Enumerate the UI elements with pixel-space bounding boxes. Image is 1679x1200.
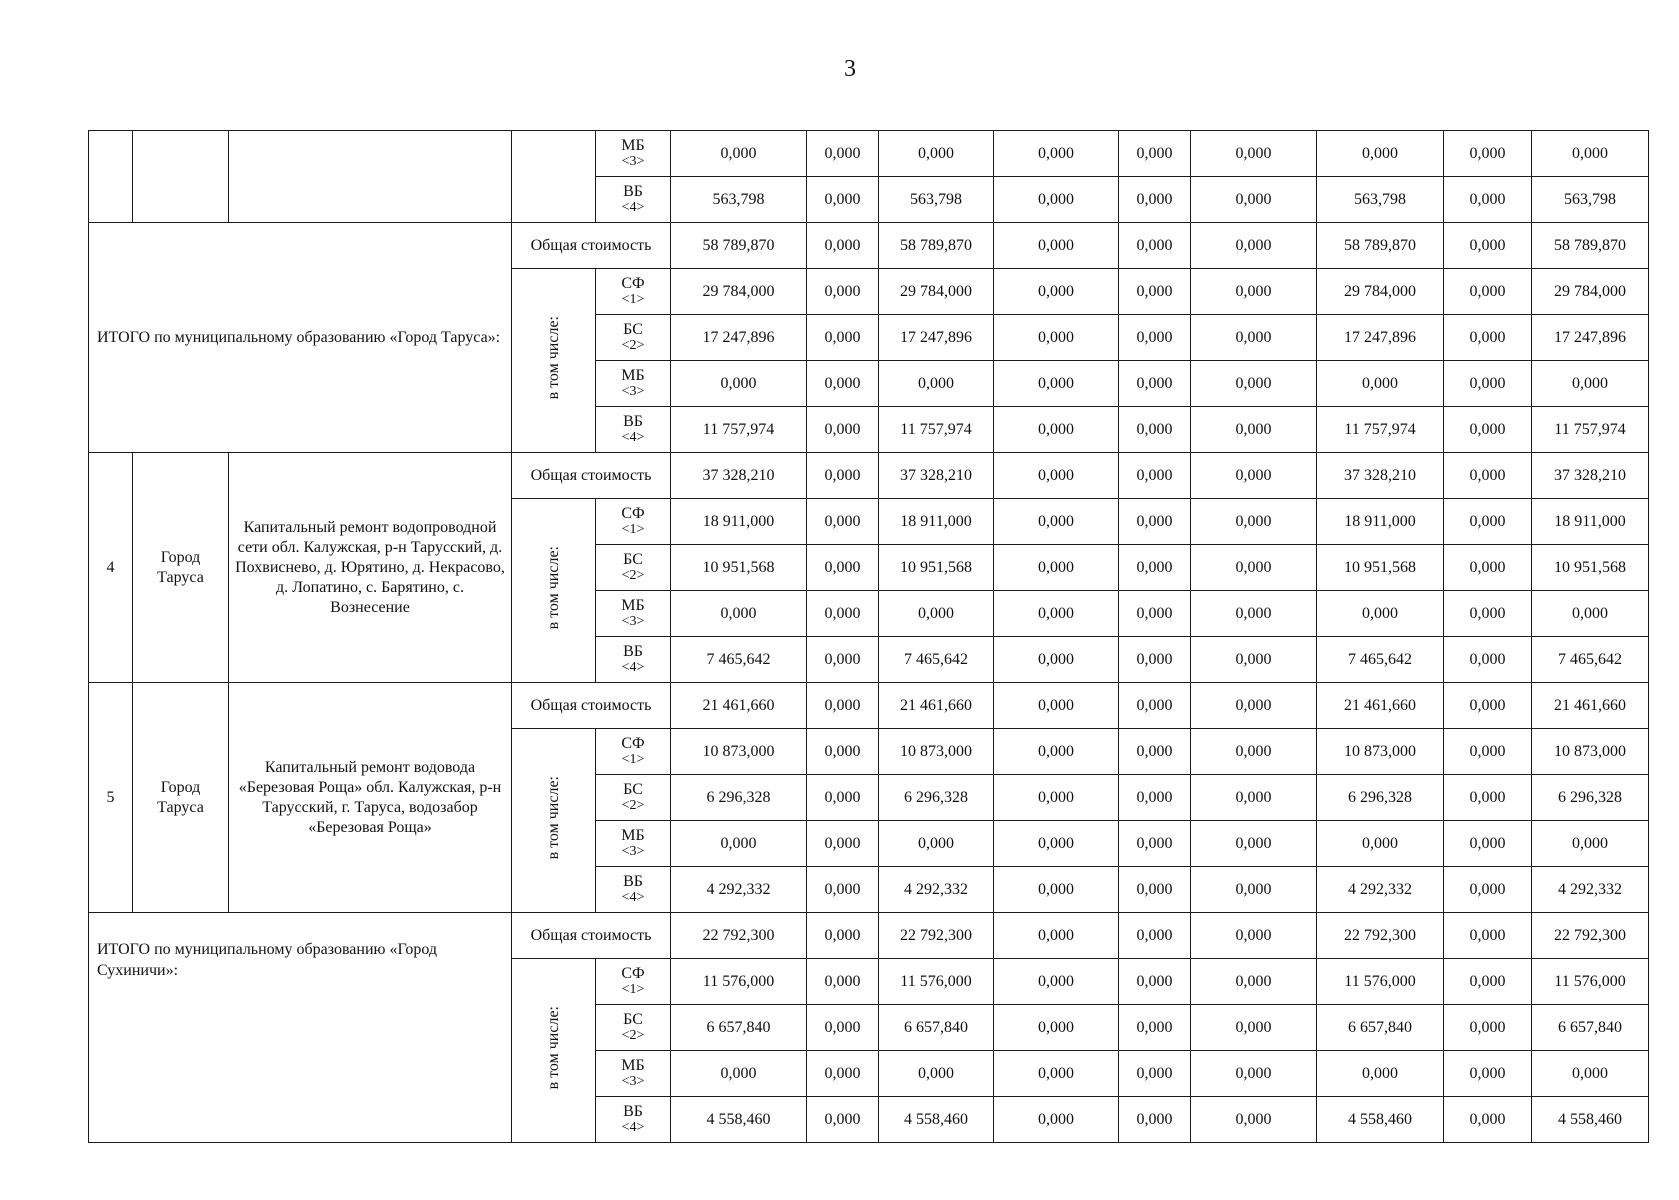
value-cell: 0,000	[807, 683, 879, 729]
value-cell: 0,000	[1191, 407, 1317, 453]
source-cell	[596, 729, 671, 775]
source-code: <4>	[621, 429, 645, 445]
value-cell: 11 757,974	[671, 407, 807, 453]
value-cell: 0,000	[1119, 315, 1191, 361]
value-cell: 0,000	[1191, 361, 1317, 407]
source-cell	[596, 269, 671, 315]
value-cell: 0,000	[994, 683, 1119, 729]
value-cell: 37 328,210	[1317, 453, 1444, 499]
value-cell: 0,000	[879, 1051, 994, 1097]
value-cell: 0,000	[1444, 223, 1532, 269]
summary-title: ИТОГО по муниципальному образованию «Город Сухиничи»:	[89, 913, 512, 1143]
value-cell: 10 873,000	[671, 729, 807, 775]
summary-title: ИТОГО по муниципальному образованию «Город Таруса»:	[89, 223, 512, 453]
value-cell: 11 576,000	[1532, 959, 1649, 1005]
value-cell: 563,798	[1317, 177, 1444, 223]
table-row	[89, 913, 1649, 959]
value-cell: 0,000	[807, 729, 879, 775]
value-cell: 37 328,210	[1532, 453, 1649, 499]
value-cell: 0,000	[1119, 821, 1191, 867]
including-label: в том числе:	[545, 776, 562, 860]
value-cell: 0,000	[807, 131, 879, 177]
value-cell: 0,000	[994, 269, 1119, 315]
value-cell: 0,000	[1444, 959, 1532, 1005]
source-name: ВБ	[623, 872, 643, 890]
value-cell: 21 461,660	[879, 683, 994, 729]
source-cell	[596, 1005, 671, 1051]
value-cell: 0,000	[994, 453, 1119, 499]
value-cell: 6 657,840	[1317, 1005, 1444, 1051]
value-cell: 0,000	[1444, 867, 1532, 913]
source-code: <2>	[621, 797, 645, 813]
value-cell: 0,000	[994, 591, 1119, 637]
value-cell: 0,000	[994, 407, 1119, 453]
value-cell: 6 296,328	[879, 775, 994, 821]
including-label: в том числе:	[545, 546, 562, 630]
source-name: ВБ	[623, 182, 643, 200]
source-code: <3>	[621, 613, 645, 629]
value-cell: 0,000	[807, 867, 879, 913]
value-cell: 4 292,332	[671, 867, 807, 913]
value-cell: 6 296,328	[1317, 775, 1444, 821]
value-cell: 7 465,642	[671, 637, 807, 683]
value-cell: 0,000	[671, 1051, 807, 1097]
source-code: <1>	[621, 981, 645, 997]
source-code: <1>	[621, 521, 645, 537]
value-cell: 4 558,460	[671, 1097, 807, 1143]
value-cell: 37 328,210	[671, 453, 807, 499]
source-cell	[596, 177, 671, 223]
value-cell: 22 792,300	[1317, 913, 1444, 959]
source-cell	[596, 499, 671, 545]
value-cell: 0,000	[1444, 637, 1532, 683]
value-cell: 0,000	[807, 959, 879, 1005]
source-cell	[596, 1097, 671, 1143]
value-cell: 0,000	[807, 775, 879, 821]
value-cell: 0,000	[994, 821, 1119, 867]
value-cell: 0,000	[1191, 499, 1317, 545]
source-code: <3>	[621, 383, 645, 399]
value-cell: 17 247,896	[671, 315, 807, 361]
value-cell: 0,000	[671, 821, 807, 867]
value-cell: 10 873,000	[879, 729, 994, 775]
source-name: МБ	[621, 136, 645, 154]
source-code: <1>	[621, 291, 645, 307]
source-code: <4>	[621, 889, 645, 905]
value-cell: 58 789,870	[1532, 223, 1649, 269]
value-cell: 37 328,210	[879, 453, 994, 499]
value-cell: 29 784,000	[671, 269, 807, 315]
name-cell	[229, 131, 512, 223]
value-cell: 6 657,840	[671, 1005, 807, 1051]
value-cell: 11 757,974	[1317, 407, 1444, 453]
value-cell: 0,000	[1317, 591, 1444, 637]
including-label-cell	[512, 499, 596, 683]
value-cell: 0,000	[807, 453, 879, 499]
value-cell: 18 911,000	[671, 499, 807, 545]
item-number: 5	[89, 683, 133, 913]
source-name: СФ	[621, 964, 645, 982]
value-cell: 0,000	[1444, 407, 1532, 453]
value-cell: 0,000	[1119, 683, 1191, 729]
source-name: СФ	[621, 504, 645, 522]
source-code: <4>	[621, 1119, 645, 1135]
value-cell: 0,000	[807, 269, 879, 315]
value-cell: 29 784,000	[1317, 269, 1444, 315]
value-cell: 0,000	[1444, 821, 1532, 867]
source-cell	[596, 315, 671, 361]
source-name: СФ	[621, 734, 645, 752]
total-cost-label: Общая стоимость	[512, 913, 671, 959]
value-cell: 0,000	[807, 1051, 879, 1097]
value-cell: 0,000	[1119, 453, 1191, 499]
number-cell	[89, 131, 133, 223]
value-cell: 0,000	[1191, 775, 1317, 821]
source-name: ВБ	[623, 1102, 643, 1120]
value-cell: 0,000	[807, 361, 879, 407]
value-cell: 58 789,870	[879, 223, 994, 269]
value-cell: 0,000	[1119, 775, 1191, 821]
source-code: <4>	[621, 659, 645, 675]
value-cell: 0,000	[1532, 821, 1649, 867]
source-name: ВБ	[623, 642, 643, 660]
value-cell: 0,000	[1191, 959, 1317, 1005]
value-cell: 0,000	[807, 591, 879, 637]
value-cell: 0,000	[994, 1097, 1119, 1143]
value-cell: 11 576,000	[671, 959, 807, 1005]
source-cell	[596, 775, 671, 821]
value-cell: 0,000	[1191, 1051, 1317, 1097]
source-code: <3>	[621, 1073, 645, 1089]
value-cell: 0,000	[879, 591, 994, 637]
value-cell: 0,000	[1532, 131, 1649, 177]
table-row	[89, 453, 1649, 499]
value-cell: 0,000	[1191, 729, 1317, 775]
value-cell: 0,000	[1119, 959, 1191, 1005]
total-cost-label: Общая стоимость	[512, 223, 671, 269]
table-row	[89, 683, 1649, 729]
value-cell: 21 461,660	[671, 683, 807, 729]
table-body	[89, 131, 1649, 1143]
source-code: <3>	[621, 153, 645, 169]
item-municipality: Город Таруса	[133, 683, 229, 913]
value-cell: 0,000	[1119, 913, 1191, 959]
including-label-cell	[512, 729, 596, 913]
value-cell: 0,000	[1444, 131, 1532, 177]
value-cell: 0,000	[1119, 591, 1191, 637]
value-cell: 0,000	[1444, 729, 1532, 775]
including-label-cell	[512, 269, 596, 453]
value-cell: 0,000	[1191, 223, 1317, 269]
value-cell: 4 558,460	[1317, 1097, 1444, 1143]
value-cell: 6 296,328	[671, 775, 807, 821]
including-label-cell	[512, 131, 596, 223]
source-name: МБ	[621, 826, 645, 844]
value-cell: 0,000	[1191, 315, 1317, 361]
value-cell: 0,000	[1119, 1051, 1191, 1097]
value-cell: 10 873,000	[1532, 729, 1649, 775]
source-name: БС	[623, 550, 643, 568]
value-cell: 0,000	[1444, 453, 1532, 499]
including-label: в том числе:	[545, 316, 562, 400]
value-cell: 0,000	[1191, 1005, 1317, 1051]
value-cell: 0,000	[1191, 453, 1317, 499]
table-row	[89, 131, 1649, 177]
including-label-cell	[512, 959, 596, 1143]
value-cell: 0,000	[879, 361, 994, 407]
value-cell: 0,000	[994, 1051, 1119, 1097]
value-cell: 0,000	[994, 177, 1119, 223]
value-cell: 29 784,000	[879, 269, 994, 315]
value-cell: 17 247,896	[1532, 315, 1649, 361]
value-cell: 0,000	[1444, 913, 1532, 959]
value-cell: 0,000	[1444, 1005, 1532, 1051]
value-cell: 10 951,568	[671, 545, 807, 591]
item-number: 4	[89, 453, 133, 683]
value-cell: 7 465,642	[1317, 637, 1444, 683]
value-cell: 0,000	[1444, 269, 1532, 315]
value-cell: 0,000	[1191, 591, 1317, 637]
value-cell: 7 465,642	[879, 637, 994, 683]
value-cell: 0,000	[1317, 361, 1444, 407]
value-cell: 0,000	[994, 959, 1119, 1005]
value-cell: 17 247,896	[1317, 315, 1444, 361]
value-cell: 0,000	[1119, 269, 1191, 315]
source-code: <3>	[621, 843, 645, 859]
source-code: <2>	[621, 337, 645, 353]
value-cell: 10 951,568	[1317, 545, 1444, 591]
value-cell: 0,000	[1119, 1005, 1191, 1051]
value-cell: 4 292,332	[1317, 867, 1444, 913]
source-cell	[596, 637, 671, 683]
value-cell: 0,000	[994, 315, 1119, 361]
value-cell: 0,000	[1444, 591, 1532, 637]
value-cell: 0,000	[807, 223, 879, 269]
including-label: в том числе:	[545, 1006, 562, 1090]
value-cell: 0,000	[994, 545, 1119, 591]
value-cell: 11 576,000	[879, 959, 994, 1005]
value-cell: 10 951,568	[879, 545, 994, 591]
value-cell: 0,000	[807, 407, 879, 453]
item-name: Капитальный ремонт водопроводной сети обл. Калужская, р-н Тарусский, д. Похвиснево, д. Юрятино, д. Некрасово, д. Лопатино, с. Барятино, с. Вознесение	[229, 453, 512, 683]
value-cell: 0,000	[1444, 683, 1532, 729]
value-cell: 6 296,328	[1532, 775, 1649, 821]
value-cell: 18 911,000	[1532, 499, 1649, 545]
value-cell: 18 911,000	[1317, 499, 1444, 545]
value-cell: 0,000	[1119, 177, 1191, 223]
value-cell: 0,000	[994, 223, 1119, 269]
value-cell: 0,000	[1191, 637, 1317, 683]
value-cell: 0,000	[807, 1097, 879, 1143]
value-cell: 563,798	[879, 177, 994, 223]
source-cell	[596, 545, 671, 591]
value-cell: 0,000	[1119, 1097, 1191, 1143]
page-number: 3	[844, 56, 856, 82]
value-cell: 0,000	[1444, 545, 1532, 591]
value-cell: 0,000	[1191, 1097, 1317, 1143]
value-cell: 0,000	[1119, 637, 1191, 683]
table-row	[89, 223, 1649, 269]
source-name: МБ	[621, 1056, 645, 1074]
source-cell	[596, 407, 671, 453]
value-cell: 0,000	[994, 637, 1119, 683]
value-cell: 0,000	[671, 361, 807, 407]
source-cell	[596, 959, 671, 1005]
value-cell: 0,000	[994, 499, 1119, 545]
source-name: СФ	[621, 274, 645, 292]
value-cell: 0,000	[1119, 499, 1191, 545]
value-cell: 18 911,000	[879, 499, 994, 545]
value-cell: 0,000	[807, 315, 879, 361]
value-cell: 0,000	[1444, 1097, 1532, 1143]
source-cell	[596, 591, 671, 637]
item-name: Капитальный ремонт водовода «Березовая Роща» обл. Калужская, р-н Тарусский, г. Таруса, водозабор «Березовая Роща»	[229, 683, 512, 913]
value-cell: 0,000	[1191, 913, 1317, 959]
value-cell: 22 792,300	[1532, 913, 1649, 959]
value-cell: 0,000	[879, 821, 994, 867]
value-cell: 0,000	[671, 131, 807, 177]
value-cell: 0,000	[1317, 131, 1444, 177]
source-name: БС	[623, 780, 643, 798]
source-cell	[596, 867, 671, 913]
value-cell: 21 461,660	[1317, 683, 1444, 729]
value-cell: 0,000	[807, 499, 879, 545]
value-cell: 11 576,000	[1317, 959, 1444, 1005]
total-cost-label: Общая стоимость	[512, 683, 671, 729]
source-name: ВБ	[623, 412, 643, 430]
value-cell: 0,000	[1191, 683, 1317, 729]
source-cell	[596, 131, 671, 177]
value-cell: 4 292,332	[879, 867, 994, 913]
value-cell: 0,000	[1532, 1051, 1649, 1097]
value-cell: 58 789,870	[671, 223, 807, 269]
value-cell: 0,000	[1119, 361, 1191, 407]
value-cell: 4 292,332	[1532, 867, 1649, 913]
value-cell: 6 657,840	[879, 1005, 994, 1051]
value-cell: 4 558,460	[879, 1097, 994, 1143]
value-cell: 0,000	[1191, 545, 1317, 591]
value-cell: 22 792,300	[879, 913, 994, 959]
source-name: МБ	[621, 366, 645, 384]
value-cell: 563,798	[1532, 177, 1649, 223]
source-code: <2>	[621, 567, 645, 583]
source-name: БС	[623, 320, 643, 338]
value-cell: 0,000	[1317, 821, 1444, 867]
value-cell: 0,000	[1444, 1051, 1532, 1097]
value-cell: 0,000	[994, 131, 1119, 177]
source-cell	[596, 821, 671, 867]
value-cell: 0,000	[1444, 315, 1532, 361]
value-cell: 0,000	[1191, 821, 1317, 867]
item-municipality: Город Таруса	[133, 453, 229, 683]
value-cell: 4 558,460	[1532, 1097, 1649, 1143]
source-code: <1>	[621, 751, 645, 767]
value-cell: 11 757,974	[879, 407, 994, 453]
value-cell: 0,000	[1317, 1051, 1444, 1097]
value-cell: 0,000	[1532, 361, 1649, 407]
value-cell: 0,000	[671, 591, 807, 637]
value-cell: 0,000	[1119, 867, 1191, 913]
source-code: <2>	[621, 1027, 645, 1043]
value-cell: 0,000	[807, 177, 879, 223]
value-cell: 0,000	[1119, 131, 1191, 177]
value-cell: 0,000	[807, 821, 879, 867]
value-cell: 0,000	[879, 131, 994, 177]
value-cell: 0,000	[994, 729, 1119, 775]
value-cell: 11 757,974	[1532, 407, 1649, 453]
value-cell: 0,000	[807, 545, 879, 591]
value-cell: 0,000	[1191, 867, 1317, 913]
value-cell: 10 873,000	[1317, 729, 1444, 775]
source-name: МБ	[621, 596, 645, 614]
municipality-cell	[133, 131, 229, 223]
value-cell: 0,000	[807, 1005, 879, 1051]
value-cell: 563,798	[671, 177, 807, 223]
value-cell: 0,000	[1119, 407, 1191, 453]
value-cell: 0,000	[1119, 545, 1191, 591]
value-cell: 0,000	[994, 361, 1119, 407]
value-cell: 0,000	[1119, 223, 1191, 269]
value-cell: 0,000	[1191, 177, 1317, 223]
source-name: БС	[623, 1010, 643, 1028]
total-cost-label: Общая стоимость	[512, 453, 671, 499]
value-cell: 0,000	[1444, 499, 1532, 545]
value-cell: 7 465,642	[1532, 637, 1649, 683]
value-cell: 0,000	[1119, 729, 1191, 775]
value-cell: 0,000	[994, 867, 1119, 913]
value-cell: 21 461,660	[1532, 683, 1649, 729]
value-cell: 0,000	[1191, 269, 1317, 315]
source-cell	[596, 1051, 671, 1097]
source-cell	[596, 361, 671, 407]
value-cell: 6 657,840	[1532, 1005, 1649, 1051]
value-cell: 29 784,000	[1532, 269, 1649, 315]
value-cell: 17 247,896	[879, 315, 994, 361]
value-cell: 0,000	[1444, 361, 1532, 407]
value-cell: 22 792,300	[671, 913, 807, 959]
value-cell: 0,000	[1444, 177, 1532, 223]
value-cell: 10 951,568	[1532, 545, 1649, 591]
value-cell: 58 789,870	[1317, 223, 1444, 269]
funding-table	[88, 130, 1649, 1143]
value-cell: 0,000	[1191, 131, 1317, 177]
value-cell: 0,000	[807, 913, 879, 959]
value-cell: 0,000	[994, 775, 1119, 821]
value-cell: 0,000	[994, 913, 1119, 959]
source-code: <4>	[621, 199, 645, 215]
value-cell: 0,000	[807, 637, 879, 683]
value-cell: 0,000	[1444, 775, 1532, 821]
value-cell: 0,000	[994, 1005, 1119, 1051]
value-cell: 0,000	[1532, 591, 1649, 637]
